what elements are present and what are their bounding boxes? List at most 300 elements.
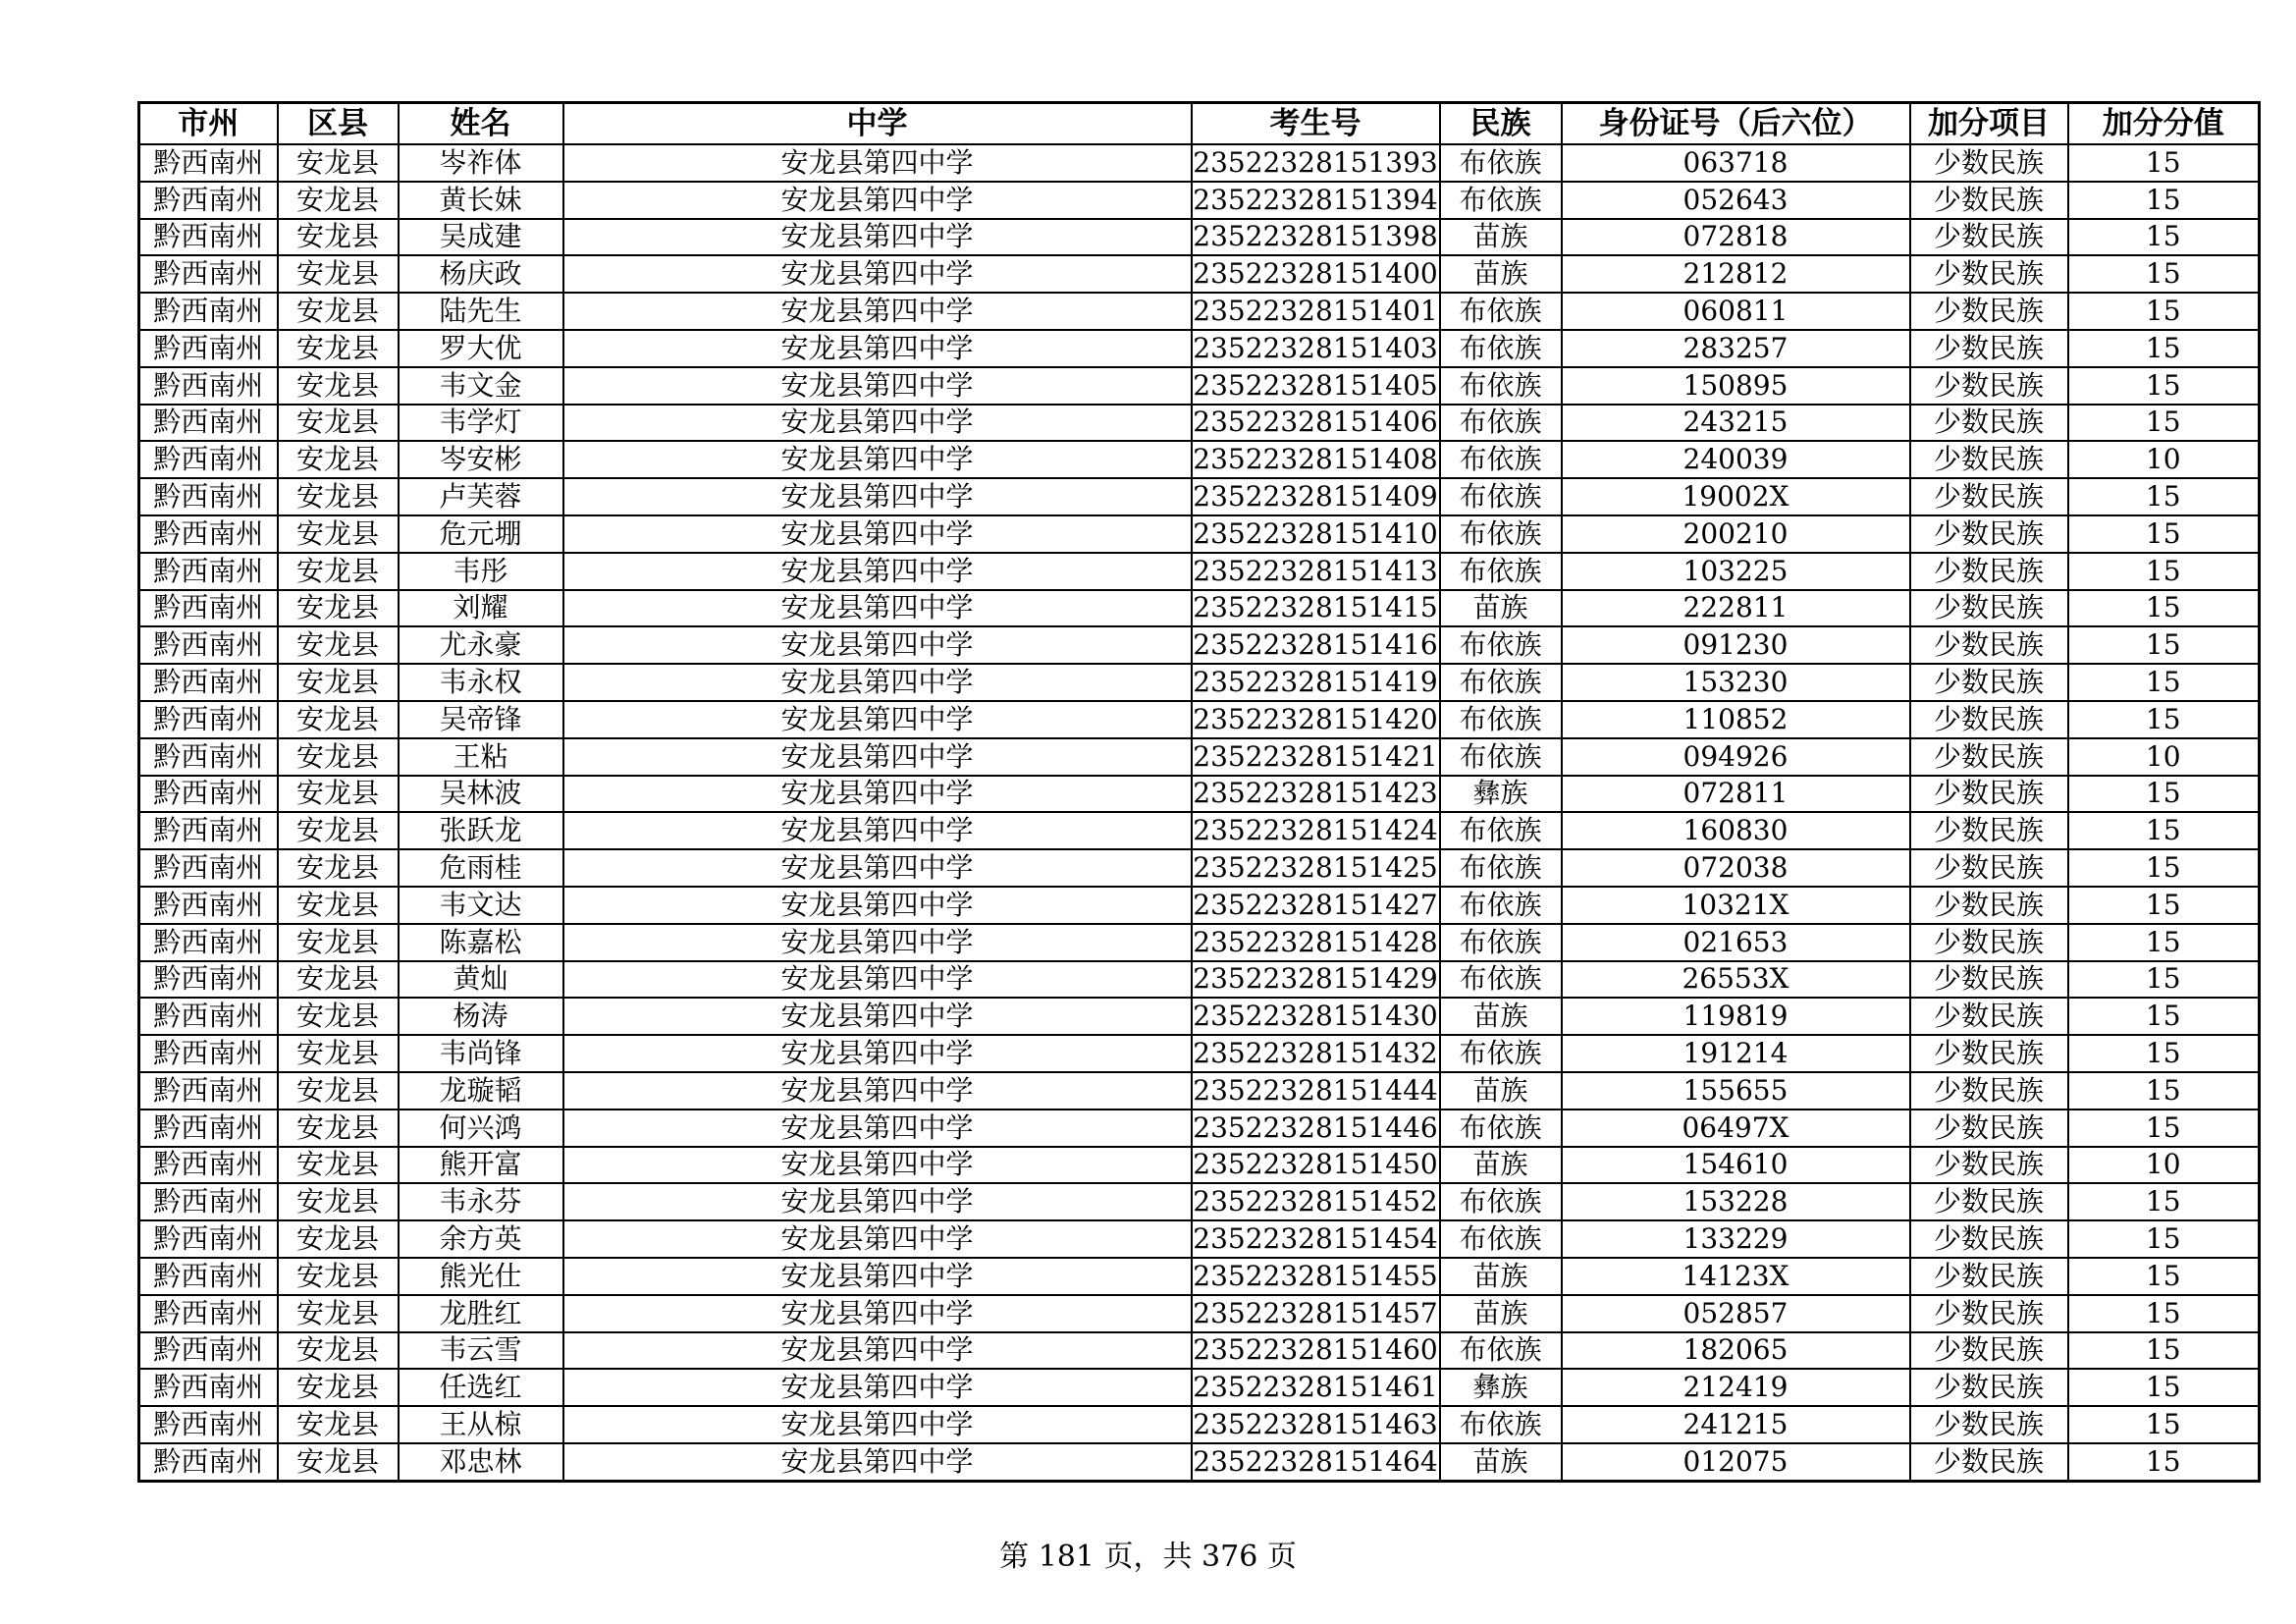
cell-bonus-item: 少数民族: [1910, 182, 2068, 219]
cell-county: 安龙县: [278, 1295, 399, 1332]
cell-county: 安龙县: [278, 293, 399, 330]
cell-name: 岑安彬: [399, 441, 563, 478]
cell-name: 王粘: [399, 738, 563, 776]
cell-id-last-six: 240039: [1562, 441, 1910, 478]
cell-school: 安龙县第四中学: [563, 1183, 1192, 1220]
cell-ethnicity: 苗族: [1440, 1443, 1562, 1481]
cell-name: 韦彤: [399, 553, 563, 590]
table-row: [139, 405, 2260, 442]
cell-id-last-six: 060811: [1562, 293, 1910, 330]
cell-bonus-item: 少数民族: [1910, 887, 2068, 924]
cell-ethnicity: 布依族: [1440, 924, 1562, 961]
cell-exam-number: 23522328151425: [1192, 849, 1440, 887]
cell-city: 黔西南州: [139, 590, 278, 627]
cell-ethnicity: 布依族: [1440, 1183, 1562, 1220]
cell-id-last-six: 072038: [1562, 849, 1910, 887]
cell-exam-number: 23522328151428: [1192, 924, 1440, 961]
cell-school: 安龙县第四中学: [563, 441, 1192, 478]
cell-ethnicity: 苗族: [1440, 1258, 1562, 1295]
cell-id-last-six: 212419: [1562, 1369, 1910, 1406]
cell-bonus-points: 15: [2068, 1295, 2260, 1332]
cell-name: 罗大优: [399, 330, 563, 367]
cell-bonus-points: 15: [2068, 961, 2260, 999]
cell-county: 安龙县: [278, 144, 399, 182]
cell-bonus-points: 15: [2068, 812, 2260, 849]
cell-city: 黔西南州: [139, 219, 278, 256]
cell-id-last-six: 182065: [1562, 1332, 1910, 1370]
cell-city: 黔西南州: [139, 1110, 278, 1147]
cell-exam-number: 23522328151430: [1192, 998, 1440, 1035]
cell-bonus-points: 15: [2068, 887, 2260, 924]
table-row: [139, 849, 2260, 887]
cell-exam-number: 23522328151419: [1192, 664, 1440, 701]
cell-name: 韦尚锋: [399, 1035, 563, 1072]
table-row: [139, 1072, 2260, 1110]
page-number: 第 181 页，共 376 页: [999, 1540, 1297, 1574]
cell-exam-number: 23522328151421: [1192, 738, 1440, 776]
cell-ethnicity: 苗族: [1440, 1295, 1562, 1332]
cell-name: 熊光仕: [399, 1258, 563, 1295]
cell-bonus-points: 15: [2068, 701, 2260, 738]
cell-city: 黔西南州: [139, 961, 278, 999]
cell-name: 刘耀: [399, 590, 563, 627]
cell-ethnicity: 布依族: [1440, 405, 1562, 442]
cell-bonus-points: 15: [2068, 1183, 2260, 1220]
header-school: 中学: [563, 103, 1192, 145]
cell-county: 安龙县: [278, 738, 399, 776]
cell-ethnicity: 苗族: [1440, 998, 1562, 1035]
cell-school: 安龙县第四中学: [563, 887, 1192, 924]
cell-ethnicity: 布依族: [1440, 1220, 1562, 1258]
cell-ethnicity: 布依族: [1440, 478, 1562, 515]
cell-bonus-item: 少数民族: [1910, 1147, 2068, 1184]
cell-bonus-item: 少数民族: [1910, 664, 2068, 701]
cell-id-last-six: 119819: [1562, 998, 1910, 1035]
cell-city: 黔西南州: [139, 1295, 278, 1332]
bonus-points-table: [137, 101, 2261, 1483]
cell-bonus-points: 15: [2068, 776, 2260, 813]
cell-exam-number: 23522328151393: [1192, 144, 1440, 182]
cell-bonus-item: 少数民族: [1910, 515, 2068, 553]
cell-county: 安龙县: [278, 478, 399, 515]
cell-county: 安龙县: [278, 255, 399, 293]
table-row: [139, 626, 2260, 664]
table-row: [139, 590, 2260, 627]
cell-bonus-points: 15: [2068, 849, 2260, 887]
cell-school: 安龙县第四中学: [563, 664, 1192, 701]
table-row: [139, 1183, 2260, 1220]
cell-bonus-points: 15: [2068, 1258, 2260, 1295]
cell-bonus-item: 少数民族: [1910, 776, 2068, 813]
cell-exam-number: 23522328151432: [1192, 1035, 1440, 1072]
cell-name: 韦学灯: [399, 405, 563, 442]
cell-city: 黔西南州: [139, 887, 278, 924]
cell-exam-number: 23522328151406: [1192, 405, 1440, 442]
cell-name: 岑祚体: [399, 144, 563, 182]
cell-id-last-six: 052857: [1562, 1295, 1910, 1332]
header-bonus-points: 加分分值: [2068, 103, 2260, 145]
cell-name: 陆先生: [399, 293, 563, 330]
cell-name: 韦永权: [399, 664, 563, 701]
cell-id-last-six: 243215: [1562, 405, 1910, 442]
table-row: [139, 515, 2260, 553]
cell-county: 安龙县: [278, 219, 399, 256]
cell-county: 安龙县: [278, 664, 399, 701]
cell-name: 韦文达: [399, 887, 563, 924]
header-city: 市州: [139, 103, 278, 145]
cell-name: 吴林波: [399, 776, 563, 813]
cell-city: 黔西南州: [139, 478, 278, 515]
cell-ethnicity: 布依族: [1440, 1332, 1562, 1370]
table-row: [139, 1406, 2260, 1443]
cell-school: 安龙县第四中学: [563, 515, 1192, 553]
cell-city: 黔西南州: [139, 701, 278, 738]
cell-ethnicity: 布依族: [1440, 441, 1562, 478]
cell-county: 安龙县: [278, 182, 399, 219]
cell-city: 黔西南州: [139, 1072, 278, 1110]
cell-id-last-six: 153228: [1562, 1183, 1910, 1220]
cell-exam-number: 23522328151455: [1192, 1258, 1440, 1295]
cell-name: 尤永豪: [399, 626, 563, 664]
cell-county: 安龙县: [278, 849, 399, 887]
cell-county: 安龙县: [278, 1220, 399, 1258]
cell-school: 安龙县第四中学: [563, 1258, 1192, 1295]
cell-bonus-points: 15: [2068, 998, 2260, 1035]
cell-name: 吴帝锋: [399, 701, 563, 738]
cell-name: 张跃龙: [399, 812, 563, 849]
cell-bonus-item: 少数民族: [1910, 1332, 2068, 1370]
cell-school: 安龙县第四中学: [563, 1406, 1192, 1443]
cell-bonus-item: 少数民族: [1910, 1183, 2068, 1220]
cell-name: 杨涛: [399, 998, 563, 1035]
cell-bonus-item: 少数民族: [1910, 626, 2068, 664]
cell-bonus-points: 15: [2068, 924, 2260, 961]
cell-name: 韦文金: [399, 367, 563, 405]
table-row: [139, 776, 2260, 813]
cell-city: 黔西南州: [139, 293, 278, 330]
table-row: [139, 144, 2260, 182]
cell-county: 安龙县: [278, 441, 399, 478]
cell-ethnicity: 布依族: [1440, 887, 1562, 924]
cell-county: 安龙县: [278, 553, 399, 590]
table-row: [139, 1295, 2260, 1332]
table-body: [139, 144, 2260, 1481]
cell-county: 安龙县: [278, 590, 399, 627]
cell-id-last-six: 283257: [1562, 330, 1910, 367]
cell-bonus-points: 15: [2068, 590, 2260, 627]
cell-school: 安龙县第四中学: [563, 293, 1192, 330]
cell-city: 黔西南州: [139, 1183, 278, 1220]
table-row: [139, 219, 2260, 256]
cell-city: 黔西南州: [139, 664, 278, 701]
cell-school: 安龙县第四中学: [563, 144, 1192, 182]
cell-city: 黔西南州: [139, 515, 278, 553]
cell-bonus-item: 少数民族: [1910, 367, 2068, 405]
cell-bonus-points: 15: [2068, 1072, 2260, 1110]
cell-name: 卢芙蓉: [399, 478, 563, 515]
header-id-last-six: 身份证号（后六位）: [1562, 103, 1910, 145]
cell-exam-number: 23522328151408: [1192, 441, 1440, 478]
cell-exam-number: 23522328151457: [1192, 1295, 1440, 1332]
cell-bonus-item: 少数民族: [1910, 441, 2068, 478]
table-row: [139, 924, 2260, 961]
cell-id-last-six: 091230: [1562, 626, 1910, 664]
header-row: [139, 103, 2260, 145]
cell-name: 陈嘉松: [399, 924, 563, 961]
cell-county: 安龙县: [278, 887, 399, 924]
cell-school: 安龙县第四中学: [563, 1220, 1192, 1258]
cell-school: 安龙县第四中学: [563, 553, 1192, 590]
cell-city: 黔西南州: [139, 182, 278, 219]
cell-exam-number: 23522328151429: [1192, 961, 1440, 999]
cell-id-last-six: 212812: [1562, 255, 1910, 293]
cell-city: 黔西南州: [139, 998, 278, 1035]
cell-exam-number: 23522328151423: [1192, 776, 1440, 813]
cell-bonus-points: 15: [2068, 1110, 2260, 1147]
header-bonus-item: 加分项目: [1910, 103, 2068, 145]
cell-bonus-points: 15: [2068, 515, 2260, 553]
table-row: [139, 812, 2260, 849]
cell-school: 安龙县第四中学: [563, 182, 1192, 219]
cell-exam-number: 23522328151410: [1192, 515, 1440, 553]
cell-ethnicity: 苗族: [1440, 1147, 1562, 1184]
cell-county: 安龙县: [278, 1183, 399, 1220]
table-row: [139, 887, 2260, 924]
cell-exam-number: 23522328151427: [1192, 887, 1440, 924]
cell-ethnicity: 彝族: [1440, 1369, 1562, 1406]
cell-exam-number: 23522328151446: [1192, 1110, 1440, 1147]
cell-exam-number: 23522328151413: [1192, 553, 1440, 590]
cell-county: 安龙县: [278, 1110, 399, 1147]
cell-school: 安龙县第四中学: [563, 478, 1192, 515]
cell-county: 安龙县: [278, 1406, 399, 1443]
cell-id-last-six: 150895: [1562, 367, 1910, 405]
table-row: [139, 367, 2260, 405]
cell-id-last-six: 155655: [1562, 1072, 1910, 1110]
cell-bonus-item: 少数民族: [1910, 924, 2068, 961]
cell-name: 黄灿: [399, 961, 563, 999]
cell-bonus-points: 10: [2068, 738, 2260, 776]
cell-exam-number: 23522328151405: [1192, 367, 1440, 405]
cell-id-last-six: 094926: [1562, 738, 1910, 776]
cell-name: 韦云雪: [399, 1332, 563, 1370]
cell-school: 安龙县第四中学: [563, 1110, 1192, 1147]
cell-bonus-points: 15: [2068, 219, 2260, 256]
cell-city: 黔西南州: [139, 255, 278, 293]
cell-city: 黔西南州: [139, 1258, 278, 1295]
cell-exam-number: 23522328151398: [1192, 219, 1440, 256]
cell-id-last-six: 072811: [1562, 776, 1910, 813]
cell-county: 安龙县: [278, 1332, 399, 1370]
table-row: [139, 1258, 2260, 1295]
cell-city: 黔西南州: [139, 738, 278, 776]
cell-bonus-item: 少数民族: [1910, 219, 2068, 256]
cell-bonus-item: 少数民族: [1910, 961, 2068, 999]
cell-bonus-item: 少数民族: [1910, 293, 2068, 330]
cell-bonus-points: 15: [2068, 144, 2260, 182]
cell-city: 黔西南州: [139, 626, 278, 664]
cell-exam-number: 23522328151424: [1192, 812, 1440, 849]
cell-bonus-item: 少数民族: [1910, 1110, 2068, 1147]
cell-ethnicity: 布依族: [1440, 1406, 1562, 1443]
cell-exam-number: 23522328151415: [1192, 590, 1440, 627]
cell-id-last-six: 072818: [1562, 219, 1910, 256]
cell-bonus-item: 少数民族: [1910, 701, 2068, 738]
cell-id-last-six: 191214: [1562, 1035, 1910, 1072]
cell-bonus-points: 10: [2068, 441, 2260, 478]
cell-city: 黔西南州: [139, 144, 278, 182]
cell-school: 安龙县第四中学: [563, 330, 1192, 367]
cell-bonus-points: 15: [2068, 1220, 2260, 1258]
cell-bonus-points: 15: [2068, 330, 2260, 367]
cell-exam-number: 23522328151409: [1192, 478, 1440, 515]
cell-city: 黔西南州: [139, 1035, 278, 1072]
cell-school: 安龙县第四中学: [563, 1072, 1192, 1110]
cell-ethnicity: 布依族: [1440, 626, 1562, 664]
cell-bonus-item: 少数民族: [1910, 478, 2068, 515]
cell-exam-number: 23522328151403: [1192, 330, 1440, 367]
cell-school: 安龙县第四中学: [563, 738, 1192, 776]
cell-exam-number: 23522328151444: [1192, 1072, 1440, 1110]
cell-county: 安龙县: [278, 515, 399, 553]
table-row: [139, 330, 2260, 367]
cell-bonus-points: 15: [2068, 1369, 2260, 1406]
cell-id-last-six: 021653: [1562, 924, 1910, 961]
cell-ethnicity: 布依族: [1440, 812, 1562, 849]
header-exam-number: 考生号: [1192, 103, 1440, 145]
cell-county: 安龙县: [278, 1443, 399, 1481]
table-row: [139, 1369, 2260, 1406]
table-row: [139, 998, 2260, 1035]
cell-bonus-points: 10: [2068, 1147, 2260, 1184]
cell-school: 安龙县第四中学: [563, 219, 1192, 256]
cell-bonus-points: 15: [2068, 293, 2260, 330]
cell-school: 安龙县第四中学: [563, 849, 1192, 887]
cell-bonus-points: 15: [2068, 1035, 2260, 1072]
cell-name: 黄长妹: [399, 182, 563, 219]
cell-county: 安龙县: [278, 330, 399, 367]
cell-city: 黔西南州: [139, 776, 278, 813]
cell-school: 安龙县第四中学: [563, 367, 1192, 405]
cell-ethnicity: 布依族: [1440, 330, 1562, 367]
cell-school: 安龙县第四中学: [563, 776, 1192, 813]
table-row: [139, 738, 2260, 776]
cell-city: 黔西南州: [139, 441, 278, 478]
cell-county: 安龙县: [278, 367, 399, 405]
cell-school: 安龙县第四中学: [563, 1443, 1192, 1481]
cell-name: 韦永芬: [399, 1183, 563, 1220]
cell-city: 黔西南州: [139, 1147, 278, 1184]
cell-county: 安龙县: [278, 1072, 399, 1110]
cell-bonus-item: 少数民族: [1910, 405, 2068, 442]
table-row: [139, 553, 2260, 590]
cell-county: 安龙县: [278, 701, 399, 738]
cell-bonus-points: 15: [2068, 182, 2260, 219]
cell-id-last-six: 241215: [1562, 1406, 1910, 1443]
cell-id-last-six: 110852: [1562, 701, 1910, 738]
cell-bonus-item: 少数民族: [1910, 849, 2068, 887]
cell-id-last-six: 19002X: [1562, 478, 1910, 515]
cell-id-last-six: 200210: [1562, 515, 1910, 553]
cell-id-last-six: 222811: [1562, 590, 1910, 627]
cell-bonus-item: 少数民族: [1910, 330, 2068, 367]
cell-city: 黔西南州: [139, 1220, 278, 1258]
cell-bonus-points: 15: [2068, 405, 2260, 442]
cell-school: 安龙县第四中学: [563, 1147, 1192, 1184]
cell-name: 龙璇韬: [399, 1072, 563, 1110]
cell-school: 安龙县第四中学: [563, 1295, 1192, 1332]
cell-city: 黔西南州: [139, 1443, 278, 1481]
cell-county: 安龙县: [278, 812, 399, 849]
cell-bonus-item: 少数民族: [1910, 1220, 2068, 1258]
cell-ethnicity: 布依族: [1440, 849, 1562, 887]
cell-bonus-points: 15: [2068, 1443, 2260, 1481]
cell-ethnicity: 布依族: [1440, 553, 1562, 590]
cell-bonus-item: 少数民族: [1910, 1295, 2068, 1332]
cell-ethnicity: 布依族: [1440, 1035, 1562, 1072]
cell-county: 安龙县: [278, 626, 399, 664]
cell-name: 王从椋: [399, 1406, 563, 1443]
cell-city: 黔西南州: [139, 1406, 278, 1443]
cell-bonus-item: 少数民族: [1910, 1443, 2068, 1481]
cell-name: 邓忠林: [399, 1443, 563, 1481]
cell-county: 安龙县: [278, 961, 399, 999]
cell-county: 安龙县: [278, 1035, 399, 1072]
cell-school: 安龙县第四中学: [563, 998, 1192, 1035]
cell-name: 危雨桂: [399, 849, 563, 887]
header-ethnicity: 民族: [1440, 103, 1562, 145]
cell-ethnicity: 布依族: [1440, 182, 1562, 219]
cell-exam-number: 23522328151460: [1192, 1332, 1440, 1370]
cell-id-last-six: 160830: [1562, 812, 1910, 849]
cell-name: 危元堋: [399, 515, 563, 553]
table-row: [139, 293, 2260, 330]
cell-exam-number: 23522328151450: [1192, 1147, 1440, 1184]
cell-id-last-six: 06497X: [1562, 1110, 1910, 1147]
cell-bonus-item: 少数民族: [1910, 738, 2068, 776]
cell-school: 安龙县第四中学: [563, 961, 1192, 999]
cell-school: 安龙县第四中学: [563, 255, 1192, 293]
cell-ethnicity: 苗族: [1440, 1072, 1562, 1110]
header-county: 区县: [278, 103, 399, 145]
cell-name: 任选红: [399, 1369, 563, 1406]
cell-id-last-six: 133229: [1562, 1220, 1910, 1258]
cell-ethnicity: 布依族: [1440, 738, 1562, 776]
cell-ethnicity: 彝族: [1440, 776, 1562, 813]
cell-city: 黔西南州: [139, 1332, 278, 1370]
cell-ethnicity: 布依族: [1440, 961, 1562, 999]
cell-city: 黔西南州: [139, 330, 278, 367]
cell-ethnicity: 布依族: [1440, 367, 1562, 405]
cell-ethnicity: 苗族: [1440, 255, 1562, 293]
cell-bonus-item: 少数民族: [1910, 1258, 2068, 1295]
cell-city: 黔西南州: [139, 924, 278, 961]
cell-city: 黔西南州: [139, 405, 278, 442]
cell-bonus-item: 少数民族: [1910, 1406, 2068, 1443]
header-name: 姓名: [399, 103, 563, 145]
cell-bonus-item: 少数民族: [1910, 255, 2068, 293]
cell-exam-number: 23522328151394: [1192, 182, 1440, 219]
cell-exam-number: 23522328151416: [1192, 626, 1440, 664]
cell-id-last-six: 26553X: [1562, 961, 1910, 999]
cell-exam-number: 23522328151464: [1192, 1443, 1440, 1481]
cell-id-last-six: 10321X: [1562, 887, 1910, 924]
cell-id-last-six: 052643: [1562, 182, 1910, 219]
cell-county: 安龙县: [278, 1258, 399, 1295]
cell-bonus-points: 15: [2068, 255, 2260, 293]
table-row: [139, 1147, 2260, 1184]
cell-id-last-six: 012075: [1562, 1443, 1910, 1481]
